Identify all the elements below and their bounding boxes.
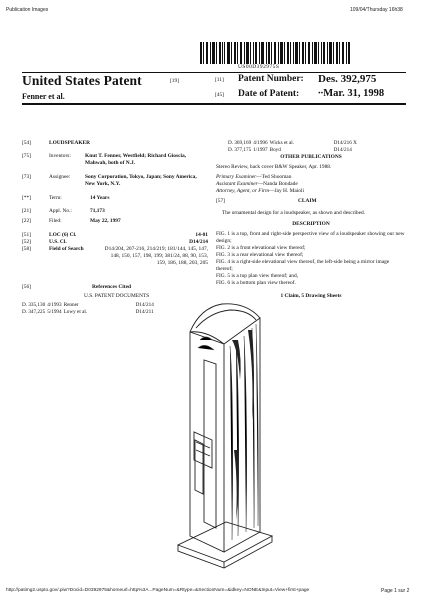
field-tag: [54]: [22, 140, 31, 146]
barcode: [200, 42, 350, 64]
field-tag: [22]: [22, 218, 31, 224]
assistant-examiner-label: Assistant Examiner: [216, 181, 258, 187]
field-label: LOUDSPEAKER: [49, 140, 91, 146]
attorney: [216, 188, 406, 195]
field-term: [22, 195, 208, 208]
patent-number-tag: [11]: [215, 77, 224, 83]
ref-number: D. 347,225: [22, 308, 46, 315]
claim-heading: CLAIM: [298, 198, 317, 204]
field-value: Knut T. Fenner, Westfield; Richard Gioscia, Mahwah, both of N.J.: [85, 153, 187, 166]
field-value: D14/204, 207-216, 214/219; 181/144, 145, 147, 148, 150, 157, 198, 199; 381/24, 88, 90, 153, 159, 186, 188, 203, 205: [104, 246, 208, 266]
ref-name: Lowy et al.: [63, 308, 88, 315]
ref-number: D. 369,169: [228, 140, 252, 146]
field-loc: [22, 232, 208, 239]
field-filed: [22, 218, 208, 232]
description-line: FIG. 3 is a rear elevational view thereof;: [216, 252, 304, 258]
patent-date-tag: [45]: [215, 92, 224, 98]
claims-summary: 1 Claim, 5 Drawing Sheets: [280, 293, 342, 299]
field-us-cl: [22, 239, 208, 246]
field-tag: [52]: [22, 239, 31, 245]
patent-number-value: Des. 392,975: [318, 73, 377, 85]
references-table: [22, 302, 156, 315]
inventors-short: Fenner et al.: [22, 92, 65, 101]
table-row: [228, 147, 359, 154]
description-list: [216, 231, 406, 287]
description-line: FIG. 4 is a right-side elevational view thereof, the left-side being a mirror image thereof;: [216, 259, 390, 272]
field-search: [22, 246, 208, 284]
field-tag: [51]: [22, 232, 31, 238]
description-heading: DESCRIPTION: [292, 221, 330, 227]
patent-date-value: ∙∙Mar. 31, 1998: [318, 88, 385, 99]
ref-date: 4/1993: [47, 302, 62, 308]
print-header-date: 109/04/Thursday 16h38: [350, 7, 403, 13]
field-label: Field of Search: [49, 246, 84, 252]
field-tag: [21]: [22, 208, 31, 214]
field-tag: [58]: [22, 246, 31, 252]
right-column: [216, 140, 406, 300]
field-value: May 22, 1997: [90, 218, 121, 224]
field-appl-no: [22, 208, 208, 218]
field-label: Appl. No.:: [49, 208, 72, 214]
field-label: Inventors:: [49, 153, 71, 159]
field-tag: [75]: [22, 153, 31, 159]
assistant-examiner-name: —Nanda Bondade: [257, 181, 298, 187]
primary-examiner-name: —Ted Shooman: [256, 174, 292, 180]
claim-heading-row: [216, 198, 406, 207]
barcode-number: US00D392975S: [238, 64, 280, 70]
ref-class: D14/211: [135, 308, 154, 315]
primary-examiner: [216, 174, 406, 181]
ref-number: D. 335,130: [22, 302, 46, 308]
ref-name: Wicks et al.: [269, 140, 295, 146]
primary-examiner-label: Primary Examiner: [216, 174, 257, 180]
claim-tag: [57]: [216, 198, 225, 204]
table-row: [228, 140, 359, 147]
claim-text: The ornamental design for a loudspeaker, as shown and described.: [222, 210, 366, 216]
ref-date: 1/1997: [253, 146, 268, 153]
field-value: 14-01: [195, 232, 208, 238]
field-value: D14/214: [189, 239, 208, 245]
field-label: LOC (6) Cl.: [49, 232, 77, 238]
field-inventors: [22, 153, 208, 174]
description-line: FIG. 6 is a bottom plan view thereof.: [216, 280, 296, 286]
field-value: Sony Corporation, Tokyo, Japan; Sony America, New York, N.Y.: [85, 174, 197, 187]
print-footer-page: Page 1 sur 2: [381, 588, 410, 594]
patent-number-label: Patent Number:: [238, 74, 304, 84]
header-rule: [22, 103, 406, 105]
ref-name: Renner: [63, 302, 79, 308]
field-label: Assignee:: [49, 174, 71, 180]
description-line: FIG. 5 is a top plan view thereof; and,: [216, 273, 299, 279]
field-title: [22, 140, 208, 153]
patent-title: United States Patent: [22, 73, 142, 88]
patent-title-ref: [19]: [170, 78, 179, 84]
assistant-examiner: [216, 181, 406, 188]
ref-class: D14/216 X: [333, 140, 357, 146]
patent-date-label: Date of Patent:: [238, 89, 300, 99]
field-value: 14 Years: [90, 195, 110, 201]
field-assignee: [22, 174, 208, 195]
attorney-label: Attorney, Agent, or Firm: [216, 188, 270, 194]
other-publications-heading: OTHER PUBLICATIONS: [280, 154, 342, 160]
references-heading: References Cited: [92, 284, 131, 290]
print-header-title: Publication Images: [6, 7, 49, 13]
ref-date: 5/1994: [47, 308, 62, 315]
ref-date: 4/1996: [253, 140, 268, 146]
field-tag: [56]: [22, 284, 31, 290]
ref-class: D14/214: [333, 146, 352, 153]
ref-class: D14/214: [135, 302, 154, 308]
field-tag: [73]: [22, 174, 31, 180]
other-publications-text: Stereo Review, back cover B&W Speaker, Apr. 1988.: [216, 164, 332, 170]
attorney-name: —Jay H. Maioli: [269, 188, 304, 194]
print-footer-url: http://patimg2.uspto.gov/.piw?Docid=D0392975&homeurl=http%3A...PageNum=&Rtype=&SectionNum=&idkey=NONE&Input=View+first+page: [6, 588, 310, 593]
description-line: FIG. 1 is a top, front and right-side perspective view of a loudspeaker showing our new design;: [216, 231, 405, 244]
description-line: FIG. 2 is a front elevational view thereof;: [216, 245, 306, 251]
ref-name: Boyd: [269, 146, 281, 153]
field-tag: [**]: [22, 195, 31, 201]
references-subheading: U.S. PATENT DOCUMENTS: [84, 293, 150, 299]
references-table-cont: [228, 140, 359, 153]
left-column: [22, 140, 208, 315]
references-heading-row: [22, 284, 208, 293]
field-label: Term:: [49, 195, 62, 201]
loudspeaker-drawing: [160, 300, 280, 570]
ref-number: D. 377,175: [228, 146, 252, 153]
field-label: U.S. Cl.: [49, 239, 67, 245]
field-value: 71,173: [90, 208, 105, 214]
field-label: Filed:: [49, 218, 62, 224]
table-row: [22, 309, 156, 316]
